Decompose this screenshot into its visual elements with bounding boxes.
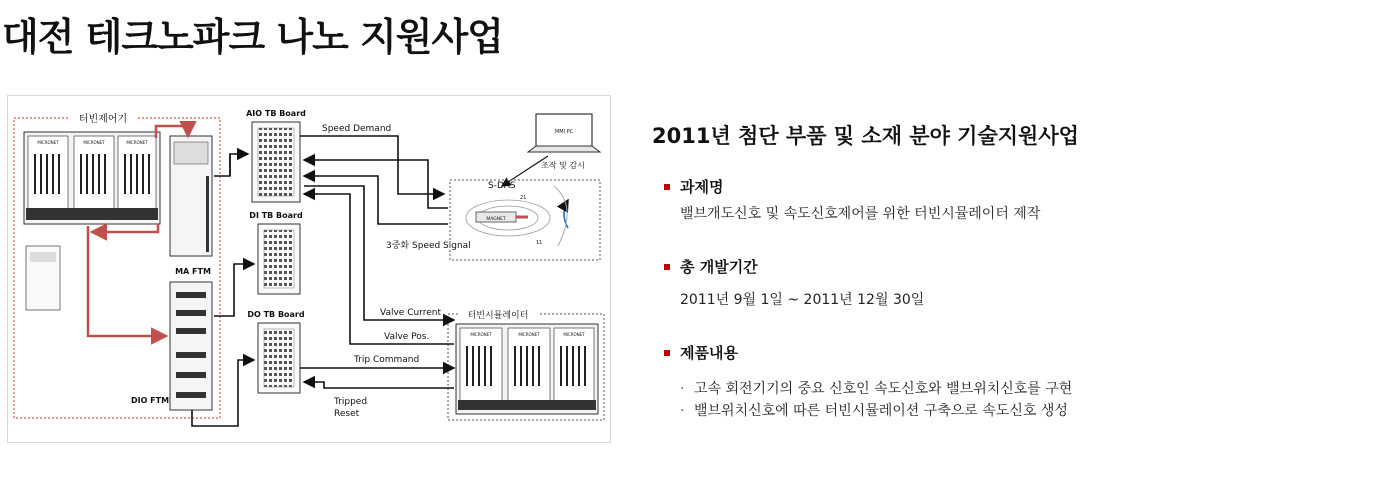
s-das-frame (450, 180, 600, 260)
svg-text:11: 11 (536, 240, 543, 246)
page-title: 대전 테크노파크 나노 지원사업 (2, 15, 503, 59)
turbine-simulator-label: 터빈시뮬레이터 (467, 311, 529, 321)
valve-current-label: Valve Current (380, 308, 442, 318)
dio-ftm-label: DIO FTM (130, 396, 170, 405)
triple-speed-signal-label: 3중화 Speed Signal (386, 241, 471, 251)
tripped-label: Tripped (334, 397, 368, 407)
section-heading: 2011년 첨단 부품 및 소재 분야 기술지원사업 (652, 124, 1079, 148)
trip-command-label: Trip Command (354, 355, 420, 365)
project-name-block (652, 176, 1372, 224)
period-block (652, 256, 1372, 310)
dio-ftm-module (170, 282, 212, 410)
turbine-controller-label: 터빈제어기 (78, 114, 128, 125)
operation-monitoring-label: 조작 및 감시 (541, 161, 585, 170)
reset-label: Reset (334, 409, 360, 419)
project-name-label: 과제명 (680, 178, 724, 196)
svg-text:MICRONET: MICRONET (470, 332, 492, 337)
bullet-square-icon (664, 350, 670, 356)
svg-text:MICRONET: MICRONET (37, 140, 59, 145)
diagram-svg (8, 96, 610, 442)
svg-text:MAGNET: MAGNET (486, 217, 506, 222)
speed-sensor (466, 186, 568, 246)
mmi-pc (528, 114, 600, 152)
do-tb-board-label: DO TB Board (247, 310, 305, 319)
bullet-square-icon (664, 184, 670, 190)
svg-text:MMI PC: MMI PC (554, 129, 574, 135)
bullet-square-icon (664, 264, 670, 270)
ma-ftm-label: MA FTM (175, 267, 211, 276)
period-text: 2011년 9월 1일 ~ 2011년 12월 30일 (680, 292, 925, 308)
project-info-panel (652, 120, 1372, 419)
project-name-text: 밸브개도신호 및 속도신호제어를 위한 터빈시뮬레이터 제작 (680, 206, 1041, 222)
content-label: 제품내용 (680, 344, 738, 362)
content-block (652, 342, 1372, 422)
svg-text:MICRONET: MICRONET (518, 332, 540, 337)
content-item: · 밸브위치신호에 따른 터빈시뮬레이션 구축으로 속도신호 생성 (680, 403, 1068, 419)
speed-demand-label: Speed Demand (322, 124, 392, 134)
valve-pos-label: Valve Pos. (384, 332, 430, 342)
s-das-label: S-DAS (488, 181, 516, 191)
di-tb-board-label: DI TB Board (249, 211, 303, 220)
simulator-rack (456, 324, 598, 414)
svg-text:MICRONET: MICRONET (83, 140, 105, 145)
aio-tb-board-label: AIO TB Board (246, 109, 306, 118)
svg-text:MICRONET: MICRONET (563, 332, 585, 337)
svg-text:21: 21 (520, 195, 527, 201)
controller-rack (24, 132, 160, 224)
svg-text:MICRONET: MICRONET (126, 140, 148, 145)
content-item: · 고속 회전기기의 중요 신호인 속도신호와 밸브위치신호를 구현 (680, 381, 1073, 397)
red-arrow-bottom (88, 226, 166, 336)
system-diagram (7, 95, 611, 443)
period-label: 총 개발기간 (680, 258, 758, 276)
